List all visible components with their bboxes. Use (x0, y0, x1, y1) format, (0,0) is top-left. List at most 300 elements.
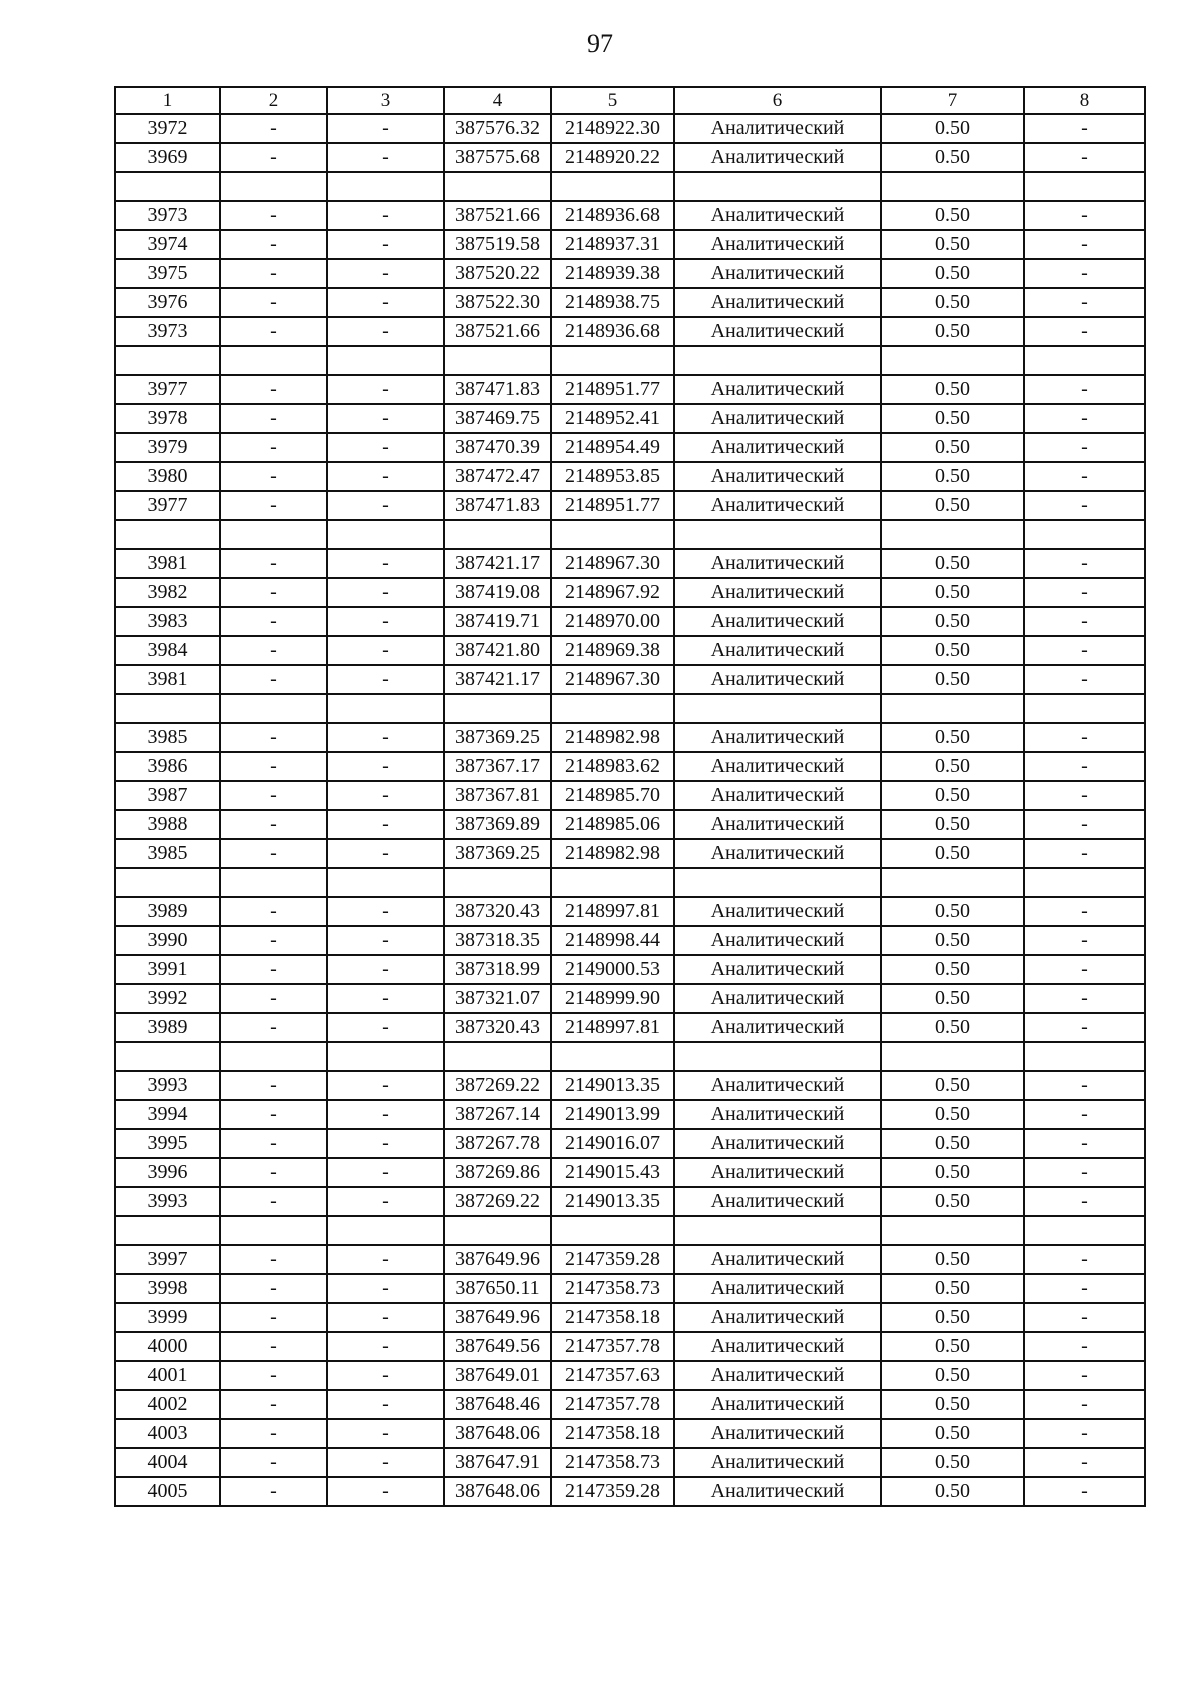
cell-coord-y: 2148953.85 (551, 462, 674, 491)
cell-coord-x: 387520.22 (444, 259, 551, 288)
cell-coord-x: 387650.11 (444, 1274, 551, 1303)
cell-coord-y: 2148982.98 (551, 723, 674, 752)
cell-col-8: - (1024, 1448, 1145, 1477)
cell-method (674, 520, 881, 549)
cell-coord-x: 387269.22 (444, 1071, 551, 1100)
table-row (115, 984, 1145, 1013)
cell-col-3: - (327, 317, 444, 346)
cell-coord-x: 387469.75 (444, 404, 551, 433)
cell-point-number (115, 172, 220, 201)
table-row (115, 1013, 1145, 1042)
cell-coord-x (444, 868, 551, 897)
cell-coord-x: 387649.96 (444, 1303, 551, 1332)
cell-col-8: - (1024, 839, 1145, 868)
table-row (115, 636, 1145, 665)
cell-accuracy: 0.50 (881, 288, 1024, 317)
cell-col-8: - (1024, 781, 1145, 810)
cell-col-3: - (327, 1274, 444, 1303)
cell-col-3 (327, 1216, 444, 1245)
cell-col-8: - (1024, 723, 1145, 752)
table-row (115, 897, 1145, 926)
cell-coord-y: 2148998.44 (551, 926, 674, 955)
cell-accuracy (881, 1216, 1024, 1245)
cell-col-2: - (220, 1013, 327, 1042)
cell-point-number: 3973 (115, 201, 220, 230)
cell-col-2: - (220, 1274, 327, 1303)
cell-accuracy: 0.50 (881, 317, 1024, 346)
cell-method: Аналитический (674, 1158, 881, 1187)
cell-coord-x: 387522.30 (444, 288, 551, 317)
column-header-1: 1 (115, 87, 220, 114)
cell-col-2: - (220, 1100, 327, 1129)
cell-accuracy (881, 694, 1024, 723)
cell-accuracy: 0.50 (881, 230, 1024, 259)
cell-col-2: - (220, 201, 327, 230)
cell-accuracy: 0.50 (881, 1245, 1024, 1274)
cell-col-3: - (327, 1361, 444, 1390)
cell-accuracy: 0.50 (881, 143, 1024, 172)
cell-point-number: 3996 (115, 1158, 220, 1187)
cell-coord-y: 2148997.81 (551, 897, 674, 926)
cell-method: Аналитический (674, 607, 881, 636)
cell-coord-y (551, 1042, 674, 1071)
cell-coord-x (444, 172, 551, 201)
cell-method: Аналитический (674, 317, 881, 346)
cell-method (674, 694, 881, 723)
cell-accuracy: 0.50 (881, 955, 1024, 984)
cell-coord-y: 2147357.78 (551, 1332, 674, 1361)
table-row (115, 404, 1145, 433)
cell-col-8: - (1024, 143, 1145, 172)
table-header-row (115, 87, 1145, 114)
cell-col-2 (220, 346, 327, 375)
cell-coord-y: 2149015.43 (551, 1158, 674, 1187)
cell-method: Аналитический (674, 1390, 881, 1419)
cell-point-number: 3999 (115, 1303, 220, 1332)
cell-coord-y: 2149016.07 (551, 1129, 674, 1158)
cell-col-2: - (220, 607, 327, 636)
table-row (115, 1187, 1145, 1216)
cell-col-2: - (220, 1187, 327, 1216)
table-separator-row (115, 520, 1145, 549)
cell-method: Аналитический (674, 404, 881, 433)
cell-coord-x: 387267.78 (444, 1129, 551, 1158)
cell-coord-y: 2147358.18 (551, 1303, 674, 1332)
cell-coord-x: 387269.22 (444, 1187, 551, 1216)
cell-col-3 (327, 346, 444, 375)
table-row (115, 259, 1145, 288)
cell-col-8: - (1024, 1361, 1145, 1390)
cell-accuracy: 0.50 (881, 1448, 1024, 1477)
cell-col-8: - (1024, 926, 1145, 955)
cell-col-8: - (1024, 1332, 1145, 1361)
table-row (115, 607, 1145, 636)
cell-point-number (115, 1042, 220, 1071)
cell-point-number: 3979 (115, 433, 220, 462)
cell-col-3: - (327, 1187, 444, 1216)
cell-accuracy (881, 346, 1024, 375)
cell-col-2: - (220, 259, 327, 288)
cell-point-number (115, 694, 220, 723)
cell-coord-x: 387649.96 (444, 1245, 551, 1274)
column-header-4: 4 (444, 87, 551, 114)
cell-method: Аналитический (674, 839, 881, 868)
cell-accuracy (881, 520, 1024, 549)
cell-col-3: - (327, 462, 444, 491)
cell-method: Аналитический (674, 1361, 881, 1390)
cell-coord-y: 2147357.63 (551, 1361, 674, 1390)
cell-col-8: - (1024, 549, 1145, 578)
cell-col-8: - (1024, 1100, 1145, 1129)
cell-col-3: - (327, 607, 444, 636)
cell-point-number: 4001 (115, 1361, 220, 1390)
cell-point-number (115, 1216, 220, 1245)
cell-coord-x: 387318.35 (444, 926, 551, 955)
cell-point-number: 3994 (115, 1100, 220, 1129)
cell-coord-y: 2149000.53 (551, 955, 674, 984)
cell-col-2: - (220, 926, 327, 955)
cell-col-2: - (220, 636, 327, 665)
cell-coord-x: 387519.58 (444, 230, 551, 259)
cell-method: Аналитический (674, 201, 881, 230)
cell-coord-x: 387421.80 (444, 636, 551, 665)
cell-point-number: 3969 (115, 143, 220, 172)
table-row (115, 1158, 1145, 1187)
cell-col-3: - (327, 1448, 444, 1477)
cell-coord-x: 387521.66 (444, 201, 551, 230)
cell-coord-y: 2147359.28 (551, 1477, 674, 1506)
cell-coord-x: 387648.06 (444, 1419, 551, 1448)
table-row (115, 1245, 1145, 1274)
cell-point-number: 3985 (115, 723, 220, 752)
table-separator-row (115, 868, 1145, 897)
cell-accuracy: 0.50 (881, 781, 1024, 810)
cell-coord-x: 387320.43 (444, 897, 551, 926)
cell-col-8: - (1024, 201, 1145, 230)
cell-col-2 (220, 520, 327, 549)
cell-coord-x: 387419.71 (444, 607, 551, 636)
cell-accuracy: 0.50 (881, 1187, 1024, 1216)
cell-col-2: - (220, 810, 327, 839)
cell-coord-x: 387649.01 (444, 1361, 551, 1390)
table-row (115, 839, 1145, 868)
cell-point-number: 3981 (115, 665, 220, 694)
cell-point-number: 3980 (115, 462, 220, 491)
cell-accuracy: 0.50 (881, 636, 1024, 665)
cell-point-number: 4005 (115, 1477, 220, 1506)
cell-coord-x: 387367.81 (444, 781, 551, 810)
table-row (115, 1448, 1145, 1477)
cell-point-number: 3974 (115, 230, 220, 259)
cell-col-2: - (220, 143, 327, 172)
cell-accuracy: 0.50 (881, 1071, 1024, 1100)
cell-point-number: 3987 (115, 781, 220, 810)
cell-coord-y: 2149013.99 (551, 1100, 674, 1129)
cell-method: Аналитический (674, 462, 881, 491)
cell-col-8 (1024, 1216, 1145, 1245)
cell-col-8 (1024, 520, 1145, 549)
cell-point-number (115, 520, 220, 549)
cell-col-2: - (220, 984, 327, 1013)
cell-accuracy: 0.50 (881, 665, 1024, 694)
cell-col-3: - (327, 491, 444, 520)
cell-coord-y: 2149013.35 (551, 1071, 674, 1100)
cell-coord-y: 2148997.81 (551, 1013, 674, 1042)
cell-coord-x: 387421.17 (444, 665, 551, 694)
cell-coord-y: 2148951.77 (551, 375, 674, 404)
cell-col-2: - (220, 1245, 327, 1274)
cell-col-2: - (220, 781, 327, 810)
cell-col-2: - (220, 375, 327, 404)
cell-coord-x: 387367.17 (444, 752, 551, 781)
cell-col-3: - (327, 1419, 444, 1448)
cell-point-number: 4000 (115, 1332, 220, 1361)
cell-col-3: - (327, 810, 444, 839)
cell-coord-x: 387472.47 (444, 462, 551, 491)
cell-col-2: - (220, 433, 327, 462)
cell-coord-y: 2147359.28 (551, 1245, 674, 1274)
cell-point-number: 3976 (115, 288, 220, 317)
cell-coord-y: 2148967.30 (551, 665, 674, 694)
cell-col-3: - (327, 288, 444, 317)
cell-coord-y: 2148967.30 (551, 549, 674, 578)
cell-coord-x: 387269.86 (444, 1158, 551, 1187)
table-row (115, 1129, 1145, 1158)
cell-method: Аналитический (674, 375, 881, 404)
cell-col-3: - (327, 1390, 444, 1419)
cell-col-2: - (220, 665, 327, 694)
cell-col-2: - (220, 897, 327, 926)
cell-col-2: - (220, 549, 327, 578)
cell-method: Аналитический (674, 230, 881, 259)
cell-col-8: - (1024, 491, 1145, 520)
cell-col-3: - (327, 1129, 444, 1158)
cell-col-3: - (327, 404, 444, 433)
cell-coord-y: 2147358.73 (551, 1448, 674, 1477)
table-row (115, 1274, 1145, 1303)
table-separator-row (115, 694, 1145, 723)
cell-col-2: - (220, 1419, 327, 1448)
cell-col-2: - (220, 578, 327, 607)
cell-col-2: - (220, 1332, 327, 1361)
cell-coord-y (551, 346, 674, 375)
cell-method (674, 1216, 881, 1245)
table-row (115, 810, 1145, 839)
cell-col-8: - (1024, 1274, 1145, 1303)
cell-method (674, 1042, 881, 1071)
cell-point-number: 3993 (115, 1187, 220, 1216)
cell-point-number: 3972 (115, 114, 220, 143)
cell-method: Аналитический (674, 114, 881, 143)
cell-accuracy: 0.50 (881, 1158, 1024, 1187)
cell-col-3: - (327, 433, 444, 462)
cell-method: Аналитический (674, 1100, 881, 1129)
cell-point-number: 3982 (115, 578, 220, 607)
cell-accuracy: 0.50 (881, 984, 1024, 1013)
cell-coord-x: 387471.83 (444, 375, 551, 404)
cell-col-8: - (1024, 636, 1145, 665)
table-row (115, 1303, 1145, 1332)
cell-col-2: - (220, 1448, 327, 1477)
cell-point-number: 3990 (115, 926, 220, 955)
cell-col-8: - (1024, 1477, 1145, 1506)
cell-coord-y: 2148952.41 (551, 404, 674, 433)
page-number: 97 (587, 29, 613, 58)
cell-col-2: - (220, 462, 327, 491)
cell-col-3: - (327, 926, 444, 955)
cell-col-3: - (327, 723, 444, 752)
cell-point-number (115, 868, 220, 897)
cell-method (674, 346, 881, 375)
cell-point-number: 3983 (115, 607, 220, 636)
cell-coord-x: 387320.43 (444, 1013, 551, 1042)
cell-coord-x: 387318.99 (444, 955, 551, 984)
column-header-2: 2 (220, 87, 327, 114)
cell-coord-y: 2148985.06 (551, 810, 674, 839)
cell-col-2: - (220, 317, 327, 346)
cell-coord-x: 387648.06 (444, 1477, 551, 1506)
cell-method: Аналитический (674, 1419, 881, 1448)
cell-accuracy: 0.50 (881, 607, 1024, 636)
cell-coord-x: 387267.14 (444, 1100, 551, 1129)
cell-coord-x: 387419.08 (444, 578, 551, 607)
cell-col-8: - (1024, 288, 1145, 317)
table-row (115, 230, 1145, 259)
cell-col-8: - (1024, 897, 1145, 926)
cell-col-8 (1024, 868, 1145, 897)
table-row (115, 1100, 1145, 1129)
cell-col-3 (327, 520, 444, 549)
cell-coord-y: 2148982.98 (551, 839, 674, 868)
cell-coord-x: 387576.32 (444, 114, 551, 143)
cell-col-8 (1024, 694, 1145, 723)
cell-accuracy: 0.50 (881, 259, 1024, 288)
cell-col-3: - (327, 1158, 444, 1187)
cell-accuracy: 0.50 (881, 462, 1024, 491)
cell-col-8: - (1024, 375, 1145, 404)
cell-method: Аналитический (674, 1332, 881, 1361)
cell-method: Аналитический (674, 810, 881, 839)
column-header-5: 5 (551, 87, 674, 114)
cell-col-8: - (1024, 607, 1145, 636)
table-row (115, 1419, 1145, 1448)
cell-point-number: 3998 (115, 1274, 220, 1303)
cell-coord-y: 2147357.78 (551, 1390, 674, 1419)
cell-coord-y: 2148922.30 (551, 114, 674, 143)
cell-col-2: - (220, 1158, 327, 1187)
cell-coord-y: 2148983.62 (551, 752, 674, 781)
cell-col-2: - (220, 1129, 327, 1158)
cell-col-8: - (1024, 1187, 1145, 1216)
cell-method: Аналитический (674, 143, 881, 172)
cell-point-number: 4003 (115, 1419, 220, 1448)
cell-accuracy: 0.50 (881, 1419, 1024, 1448)
cell-col-3: - (327, 143, 444, 172)
cell-point-number: 3992 (115, 984, 220, 1013)
cell-col-8: - (1024, 259, 1145, 288)
table-separator-row (115, 172, 1145, 201)
cell-col-8: - (1024, 810, 1145, 839)
cell-method: Аналитический (674, 1245, 881, 1274)
cell-method: Аналитический (674, 781, 881, 810)
cell-point-number: 3973 (115, 317, 220, 346)
column-header-7: 7 (881, 87, 1024, 114)
cell-method: Аналитический (674, 636, 881, 665)
cell-coord-x: 387521.66 (444, 317, 551, 346)
cell-col-2: - (220, 723, 327, 752)
cell-accuracy: 0.50 (881, 1332, 1024, 1361)
cell-col-3 (327, 868, 444, 897)
cell-method: Аналитический (674, 288, 881, 317)
cell-coord-y: 2148969.38 (551, 636, 674, 665)
table-row (115, 1332, 1145, 1361)
cell-col-2: - (220, 288, 327, 317)
cell-point-number: 3993 (115, 1071, 220, 1100)
cell-col-3: - (327, 578, 444, 607)
cell-coord-x (444, 520, 551, 549)
cell-accuracy: 0.50 (881, 578, 1024, 607)
cell-method: Аналитический (674, 1274, 881, 1303)
cell-col-3: - (327, 781, 444, 810)
cell-coord-y: 2148939.38 (551, 259, 674, 288)
table-row (115, 433, 1145, 462)
cell-coord-y: 2148967.92 (551, 578, 674, 607)
cell-coord-y: 2148938.75 (551, 288, 674, 317)
cell-col-3: - (327, 984, 444, 1013)
cell-col-2 (220, 172, 327, 201)
table-row (115, 201, 1145, 230)
cell-accuracy: 0.50 (881, 1361, 1024, 1390)
cell-accuracy: 0.50 (881, 1390, 1024, 1419)
cell-coord-x: 387321.07 (444, 984, 551, 1013)
cell-accuracy: 0.50 (881, 810, 1024, 839)
cell-col-2: - (220, 1303, 327, 1332)
cell-col-2: - (220, 491, 327, 520)
cell-accuracy: 0.50 (881, 114, 1024, 143)
cell-accuracy: 0.50 (881, 375, 1024, 404)
cell-coord-y: 2148936.68 (551, 317, 674, 346)
cell-col-8: - (1024, 317, 1145, 346)
cell-coord-x: 387471.83 (444, 491, 551, 520)
cell-col-8: - (1024, 1419, 1145, 1448)
cell-col-2 (220, 1216, 327, 1245)
cell-accuracy (881, 1042, 1024, 1071)
cell-col-2: - (220, 1071, 327, 1100)
cell-col-2: - (220, 1361, 327, 1390)
table-row (115, 926, 1145, 955)
cell-col-8: - (1024, 1303, 1145, 1332)
cell-coord-y: 2148936.68 (551, 201, 674, 230)
cell-method: Аналитический (674, 984, 881, 1013)
table-row (115, 1071, 1145, 1100)
cell-coord-x (444, 346, 551, 375)
cell-method (674, 172, 881, 201)
table-separator-row (115, 346, 1145, 375)
cell-coord-y: 2148999.90 (551, 984, 674, 1013)
cell-method: Аналитический (674, 1303, 881, 1332)
cell-col-8: - (1024, 230, 1145, 259)
cell-method: Аналитический (674, 1477, 881, 1506)
cell-method: Аналитический (674, 723, 881, 752)
cell-point-number: 3984 (115, 636, 220, 665)
cell-col-8 (1024, 346, 1145, 375)
table-row (115, 665, 1145, 694)
cell-point-number: 4002 (115, 1390, 220, 1419)
cell-coord-y: 2148920.22 (551, 143, 674, 172)
table-row (115, 1390, 1145, 1419)
table-row (115, 375, 1145, 404)
cell-coord-y (551, 694, 674, 723)
